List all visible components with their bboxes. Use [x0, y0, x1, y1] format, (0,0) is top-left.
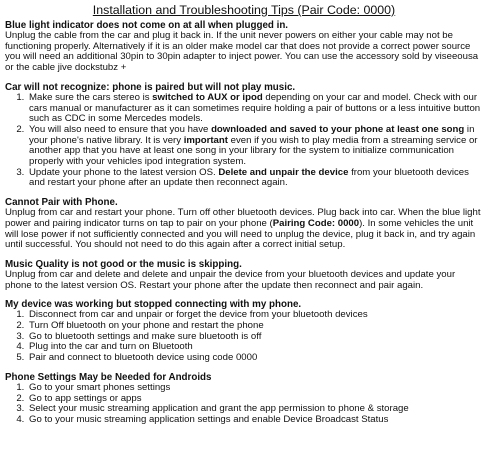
list-item: 2. You will also need to ensure that you have downloaded and saved to your phone at least one song in your phone's native library. It is very important even if you wish to play media from a streaming service or another app that you have at least one song in your library for the system to initialize communication properly with your vehicles ipod integration system. [27, 125, 483, 168]
section-heading: Phone Settings May be Needed for Androids [5, 371, 212, 383]
list-item: 1. Go to your smart phones settings [27, 383, 483, 394]
section-heading: My device was working but stopped connecting with my phone. [5, 299, 302, 311]
section-heading: Blue light indicator does not come on at all when plugged in. [5, 20, 289, 31]
section-car-not-recognize [5, 82, 483, 189]
list-item: 2. Go to app settings or apps [27, 394, 483, 405]
bold-emphasis: important [183, 134, 228, 146]
section-android-settings [5, 372, 483, 426]
list-item: 2. Turn Off bluetooth on your phone and restart the phone [27, 321, 483, 332]
bold-emphasis: downloaded and saved to your phone at least one song [211, 123, 465, 135]
list-item: 1. Disconnect from car and unpair or forget the device from your bluetooth devices [27, 310, 483, 321]
bold-emphasis: switched to AUX or ipod [152, 91, 263, 103]
list-item: 3. Select your music streaming application and grant the app permission to phone & storage [27, 404, 483, 415]
section-music-quality [5, 259, 483, 291]
list-item: 4. Go to your music streaming application settings and enable Device Broadcast Status [27, 415, 483, 426]
section-heading: Music Quality is not good or the music is skipping. [5, 258, 242, 270]
section-heading: Cannot Pair with Phone. [5, 197, 118, 209]
numbered-list [5, 310, 483, 364]
list-item: 5. Pair and connect to bluetooth device using code 0000 [27, 353, 483, 364]
bold-emphasis: Pairing Code: 0000 [272, 217, 360, 229]
section-blue-light [5, 20, 483, 74]
numbered-list [5, 383, 483, 426]
list-item: 1. Make sure the cars stereo is switched to AUX or ipod depending on your car and model. Check with our cars manual or manufacturer as it can sometimes require holding a pair of buttons or a less intuitive button such as CDC in some Mercedes models. [27, 93, 483, 125]
document-title: Installation and Troubleshooting Tips (Pair Code: 0000) [92, 3, 396, 17]
numbered-list [5, 93, 483, 189]
section-paragraph: Unplug the cable from the car and plug it back in. If the unit never powers on either your cable may not be functioning properly. Alternatively if it is an older make model car that does not provide a correct power source you will need an additional 30pin to 30pin adapter to inject power. You can use the accessory sold by viseeousa or the cable jive dockstubz + [5, 30, 479, 74]
section-paragraph: Unplug from car and delete and delete and unpair the device from your bluetooth devices and update your phone to the latest version OS. Restart your phone after the update then reconnect and pair again. [5, 268, 456, 291]
list-item: 3. Go to bluetooth settings and make sure bluetooth is off [27, 332, 483, 343]
section-paragraph: Unplug from car and restart your phone. Turn off other bluetooth devices. Plug back into car. When the blue light power and pairing indicator turns on tap to pair on your phone (Pairing Code: 0000). In some vehicles the unit will lose power if not sufficiently connected and you will need to unplug the device, plug it back in, and try again until successful. You should not need to do this again after a correct initial setup. [5, 207, 481, 251]
list-item: 3. Update your phone to the latest version OS. Delete and unpair the device from your bluetooth devices and restart your phone after an update then reconnect again. [27, 168, 483, 189]
list-item: 4. Plug into the car and turn on Bluetooth [27, 342, 483, 353]
section-heading: Car will not recognize: phone is paired but will not play music. [5, 81, 296, 93]
bold-emphasis: Delete and unpair the device [218, 166, 349, 178]
section-stopped-connecting [5, 299, 483, 364]
section-cannot-pair [5, 197, 483, 251]
